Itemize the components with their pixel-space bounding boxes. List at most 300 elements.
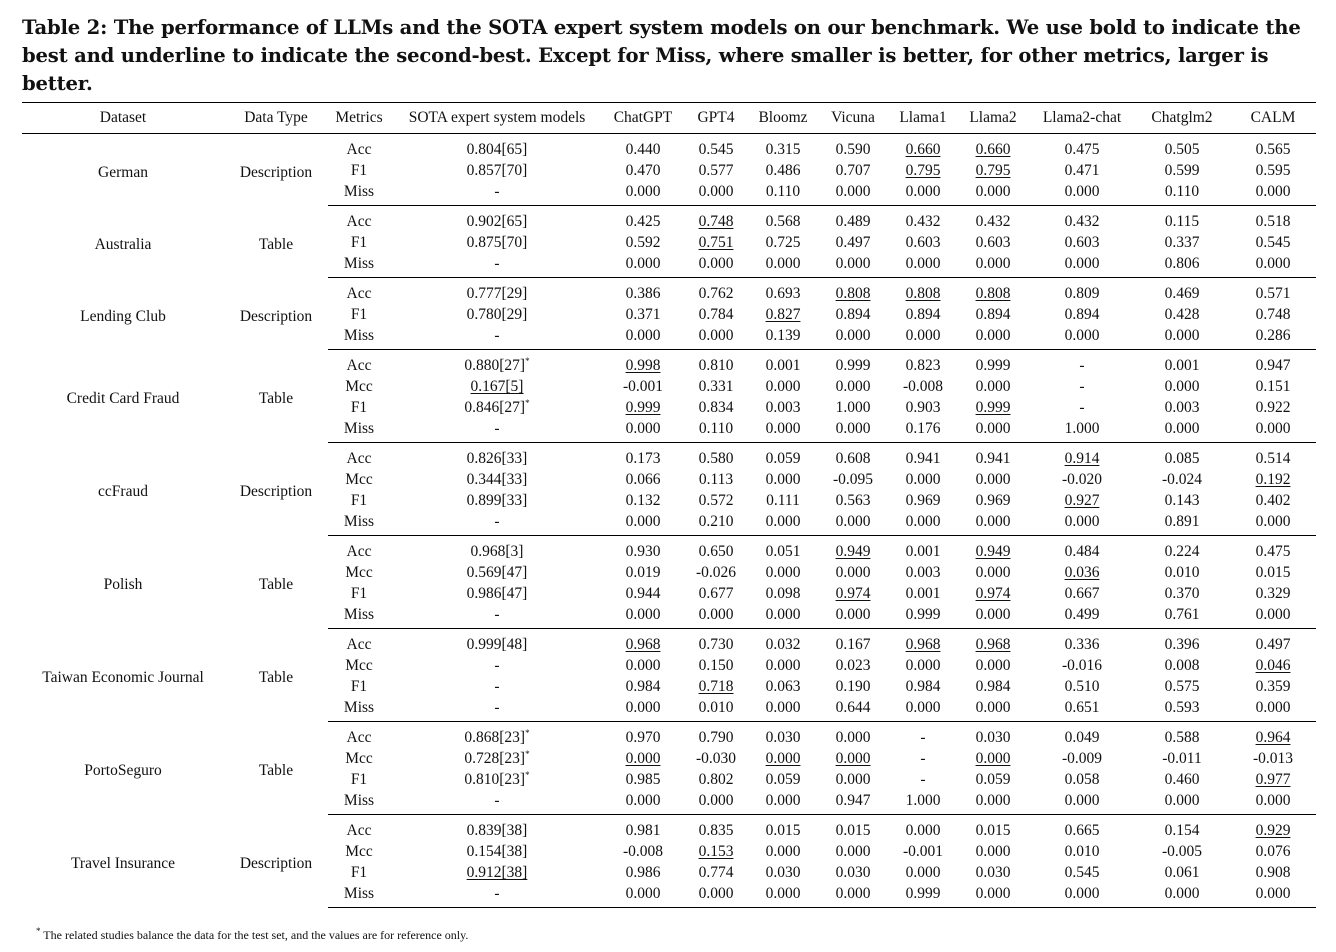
metric-value-text: 0.802 (698, 771, 734, 788)
metric-value-text: 0.806 (1164, 255, 1200, 272)
metric-value (816, 134, 890, 161)
metric-value (890, 562, 956, 583)
sota-value-text: 0.846[27] (464, 399, 526, 416)
metric-value-text: 0.003 (905, 564, 941, 581)
dataset-group (22, 134, 1316, 206)
metric-value-text: 0.000 (765, 471, 801, 488)
dataset-group (22, 443, 1316, 536)
metric-value-text: 0.914 (1064, 450, 1100, 467)
metric-value (1134, 722, 1230, 749)
sota-value-text: 0.154[38] (466, 843, 528, 860)
metric-value-text: 0.015 (1255, 564, 1291, 581)
sota-value (390, 562, 604, 583)
data-type: Table (258, 762, 294, 779)
metric-value-text: 0.000 (1164, 327, 1200, 344)
sota-value (390, 418, 604, 443)
metric-value-text: 0.066 (625, 471, 661, 488)
metric-value-text: 0.460 (1164, 771, 1200, 788)
metric-value (1030, 769, 1134, 790)
metric-value (1230, 304, 1316, 325)
metric-value-text: 0.790 (698, 729, 734, 746)
metric-value-text: 0.930 (625, 543, 661, 560)
metric-value-text: 0.908 (1255, 864, 1291, 881)
metric-value (1230, 232, 1316, 253)
metric-value (1230, 376, 1316, 397)
metric-value-text: -0.005 (1161, 843, 1203, 860)
metric-value-text: 0.665 (1064, 822, 1100, 839)
metric-value (604, 418, 682, 443)
metric-value (750, 490, 816, 511)
metric-value (1030, 583, 1134, 604)
sota-value (390, 253, 604, 278)
column-header: Dataset (22, 103, 224, 134)
metric-value (750, 376, 816, 397)
metric-value-text: 0.000 (1255, 255, 1291, 272)
metric-value-text: 0.470 (625, 162, 661, 179)
metric-value (604, 748, 682, 769)
metric-value (750, 206, 816, 233)
metric-value (604, 655, 682, 676)
metric-value (1230, 536, 1316, 563)
metric-value (890, 583, 956, 604)
metric-value-text: 0.000 (625, 657, 661, 674)
metric-value (750, 232, 816, 253)
data-type: Table (258, 235, 294, 253)
metric-value (1134, 536, 1230, 563)
metric-value-text: 0.608 (835, 450, 871, 467)
metric-value-text: 0.475 (1255, 543, 1291, 560)
metric-value (890, 604, 956, 629)
dataset-name: Taiwan Economic Journal (42, 669, 204, 686)
metric-value-text: 0.000 (698, 327, 734, 344)
metric-value-text: - (1079, 399, 1085, 416)
metric-value (604, 583, 682, 604)
sota-value-text: 0.899[33] (466, 492, 528, 509)
metric-value (750, 253, 816, 278)
metric-value-text: 0.000 (975, 255, 1011, 272)
metric-value-text: 0.402 (1255, 492, 1291, 509)
metric-value (890, 883, 956, 908)
metric-value-text: 0.999 (905, 885, 941, 902)
metric-name: Miss (328, 604, 390, 629)
metric-value (1030, 815, 1134, 842)
header-row (22, 103, 1316, 134)
metric-value-text: 0.154 (1164, 822, 1200, 839)
metric-value (682, 655, 750, 676)
sota-value-text: 0.912[38] (466, 864, 528, 881)
metric-value (750, 604, 816, 629)
metric-value (682, 350, 750, 377)
column-header: CALM (1230, 103, 1316, 134)
metric-value-text: 0.000 (975, 699, 1011, 716)
metric-value-text: 0.000 (625, 885, 661, 902)
metric-value-text: 0.000 (765, 378, 801, 395)
metric-value-text: 0.000 (905, 822, 941, 839)
metric-name: Acc (346, 213, 372, 230)
metric-value-text: 0.210 (698, 513, 734, 530)
metric-value-text: 0.949 (835, 543, 871, 560)
metric-value (1134, 841, 1230, 862)
metric-value (1230, 629, 1316, 656)
benchmark-table (22, 102, 1316, 908)
metric-value-text: 0.015 (765, 822, 801, 839)
sota-value (390, 604, 604, 629)
metric-value-text: 0.999 (835, 357, 871, 374)
metric-value (1230, 469, 1316, 490)
metric-value-text: 0.428 (1164, 306, 1200, 323)
metric-value (750, 583, 816, 604)
metric-value (750, 815, 816, 842)
metric-value-text: 0.748 (1255, 306, 1291, 323)
metric-value (1030, 376, 1134, 397)
metric-value-text: 0.000 (975, 792, 1011, 809)
metric-value (750, 655, 816, 676)
metric-value-text: 0.774 (698, 864, 734, 881)
metric-value (1134, 748, 1230, 769)
metric-name: F1 (350, 162, 368, 179)
metric-value-text: 0.894 (835, 306, 871, 323)
metric-value (1134, 418, 1230, 443)
metric-value-text: 0.432 (1064, 213, 1100, 230)
metric-value-text: 0.486 (765, 162, 801, 179)
metric-value (604, 232, 682, 253)
metric-value-text: 0.650 (698, 543, 734, 560)
metric-value-text: 0.484 (1064, 543, 1100, 560)
table-row (22, 536, 1316, 563)
metric-value (1030, 253, 1134, 278)
metric-value (1134, 397, 1230, 418)
asterisk-mark: * (525, 770, 530, 780)
metric-value (816, 253, 890, 278)
metric-value-text: 0.762 (698, 285, 734, 302)
metric-value (816, 748, 890, 769)
metric-value (682, 160, 750, 181)
metric-value-text: 0.894 (975, 306, 1011, 323)
metric-value (956, 583, 1030, 604)
metric-value-text: 0.835 (698, 822, 734, 839)
metric-value (1134, 629, 1230, 656)
metric-value (604, 376, 682, 397)
sota-value-text: 0.839[38] (466, 822, 528, 839)
sota-value-text: 0.167[5] (470, 378, 524, 395)
metric-value (604, 815, 682, 842)
metric-name: Miss (328, 511, 390, 536)
metric-value (750, 443, 816, 470)
metric-value-text: 0.110 (1164, 183, 1200, 200)
metric-value (816, 490, 890, 511)
sota-value-text: - (494, 513, 500, 530)
metric-value-text: 0.707 (835, 162, 871, 179)
metric-value (890, 397, 956, 418)
metric-value (890, 232, 956, 253)
metric-value (890, 181, 956, 206)
sota-value (390, 490, 604, 511)
metric-value (604, 350, 682, 377)
metric-name: F1 (350, 771, 368, 788)
column-header: Llama2-chat (1030, 103, 1134, 134)
metric-value-text: 0.153 (698, 843, 734, 860)
metric-value (956, 676, 1030, 697)
metric-value-text: 0.941 (905, 450, 941, 467)
metric-value-text: 0.051 (765, 543, 801, 560)
metric-value-text: 0.059 (765, 450, 801, 467)
metric-value-text: 0.151 (1255, 378, 1291, 395)
sota-value (390, 278, 604, 305)
metric-value (750, 134, 816, 161)
metric-value-text: 0.677 (698, 585, 734, 602)
metric-value-text: 0.000 (625, 699, 661, 716)
metric-value-text: 0.974 (975, 585, 1011, 602)
sota-value-text: 0.810[23] (464, 771, 526, 788)
metric-value (1134, 790, 1230, 815)
metric-value-text: 0.000 (905, 183, 941, 200)
metric-value-text: 0.718 (698, 678, 734, 695)
dataset-group (22, 722, 1316, 815)
metric-value-text: -0.011 (1162, 750, 1202, 767)
metric-value-text: 0.000 (1164, 420, 1200, 437)
metric-name: Mcc (345, 843, 373, 860)
metric-value (682, 469, 750, 490)
metric-value-text: 0.823 (905, 357, 941, 374)
column-header: Llama1 (890, 103, 956, 134)
metric-value (1134, 469, 1230, 490)
metric-value-text: 0.370 (1164, 585, 1200, 602)
metric-value-text: 0.110 (698, 420, 734, 437)
metric-value-text: 0.986 (625, 864, 661, 881)
metric-value (816, 629, 890, 656)
asterisk-mark: * (525, 728, 530, 738)
metric-value (816, 304, 890, 325)
metric-value (1134, 181, 1230, 206)
metric-value-text: 0.059 (975, 771, 1011, 788)
metric-value-text: 0.944 (625, 585, 661, 602)
metric-value (604, 134, 682, 161)
metric-value-text: 0.432 (975, 213, 1011, 230)
metric-value-text: 0.000 (905, 864, 941, 881)
metric-value (1230, 397, 1316, 418)
metric-value-text: 0.929 (1255, 822, 1291, 839)
metric-value-text: 0.000 (765, 657, 801, 674)
metric-value-text: 0.059 (765, 771, 801, 788)
metric-value-text: 0.000 (698, 606, 734, 623)
metric-value-text: 0.588 (1164, 729, 1200, 746)
dataset-name: Credit Card Fraud (66, 390, 180, 407)
metric-value-text: 0.667 (1064, 585, 1100, 602)
dataset-name: Lending Club (80, 307, 166, 325)
metric-value (956, 469, 1030, 490)
metric-value-text: 0.010 (1164, 564, 1200, 581)
metric-value-text: 0.660 (905, 141, 941, 158)
metric-value (890, 469, 956, 490)
metric-value (604, 604, 682, 629)
metric-value-text: 0.000 (835, 513, 871, 530)
metric-value-text: 0.176 (905, 420, 941, 437)
metric-value-text: 0.000 (975, 885, 1011, 902)
sota-value-text: 0.728[23] (464, 750, 526, 767)
metric-value (956, 841, 1030, 862)
metric-value (890, 676, 956, 697)
metric-value-text: 0.337 (1164, 234, 1200, 251)
metric-value (750, 304, 816, 325)
data-type: Description (239, 483, 313, 500)
metric-value-text: -0.001 (622, 378, 664, 395)
metric-value (604, 278, 682, 305)
dataset-name: PortoSeguro (84, 762, 162, 779)
sota-value-text: 0.857[70] (466, 162, 528, 179)
metric-value (1030, 862, 1134, 883)
metric-name: F1 (350, 399, 368, 416)
metric-value (1230, 443, 1316, 470)
dataset-group (22, 206, 1316, 278)
metric-value-text: 0.000 (975, 564, 1011, 581)
metric-value-text: 0.572 (698, 492, 734, 509)
metric-value-text: - (1079, 378, 1085, 395)
metric-value (1030, 160, 1134, 181)
metric-value-text: 0.000 (1064, 327, 1100, 344)
metric-value-text: 0.010 (1064, 843, 1100, 860)
metric-value-text: 0.644 (835, 699, 871, 716)
metric-value-text: 0.000 (975, 471, 1011, 488)
metric-name: Miss (328, 697, 390, 722)
metric-name: Acc (346, 636, 372, 653)
metric-value-text: 0.000 (1164, 885, 1200, 902)
metric-value-text: 0.000 (765, 885, 801, 902)
metric-value (890, 490, 956, 511)
metric-value (750, 536, 816, 563)
sota-value-text: 0.902[65] (466, 213, 528, 230)
metric-value (682, 181, 750, 206)
metric-value (682, 790, 750, 815)
metric-value (956, 397, 1030, 418)
metric-value-text: 0.545 (1064, 864, 1100, 881)
metric-value-text: 0.977 (1255, 771, 1291, 788)
metric-value-text: 0.008 (1164, 657, 1200, 674)
metric-value-text: 0.809 (1064, 285, 1100, 302)
metric-value (1134, 676, 1230, 697)
metric-value (750, 790, 816, 815)
metric-value-text: 0.000 (975, 606, 1011, 623)
metric-value (1030, 604, 1134, 629)
metric-value (750, 676, 816, 697)
metric-value (682, 278, 750, 305)
metric-value-text: 0.000 (1064, 885, 1100, 902)
metric-value-text: 0.371 (625, 306, 661, 323)
metric-value (1230, 862, 1316, 883)
metric-value (816, 562, 890, 583)
metric-value-text: 0.000 (1064, 255, 1100, 272)
sota-value-text: 0.868[23] (464, 729, 526, 746)
metric-value (682, 253, 750, 278)
sota-value (390, 722, 604, 749)
metric-value-text: 0.192 (1255, 471, 1291, 488)
metric-value-text: 0.571 (1255, 285, 1291, 302)
metric-value-text: 0.000 (765, 564, 801, 581)
metric-value (1134, 278, 1230, 305)
metric-value-text: -0.095 (832, 471, 874, 488)
metric-value (750, 350, 816, 377)
metric-value-text: 1.000 (835, 399, 871, 416)
metric-value-text: 0.000 (905, 327, 941, 344)
metric-value (816, 536, 890, 563)
metric-value (750, 418, 816, 443)
metric-value-text: 0.891 (1164, 513, 1200, 530)
metric-value (682, 769, 750, 790)
sota-value (390, 655, 604, 676)
metric-value (956, 350, 1030, 377)
metric-value-text: 0.110 (765, 183, 801, 200)
metric-value (682, 511, 750, 536)
metric-value (1134, 562, 1230, 583)
sota-value-text: 0.968[3] (470, 543, 524, 560)
metric-value-text: 0.595 (1255, 162, 1291, 179)
sota-value-text: - (494, 885, 500, 902)
metric-value (1030, 304, 1134, 325)
sota-value (390, 790, 604, 815)
metric-value (682, 815, 750, 842)
metric-value-text: 0.000 (835, 750, 871, 767)
sota-value (390, 536, 604, 563)
metric-value-text: 0.510 (1064, 678, 1100, 695)
metric-value-text: 0.000 (1255, 606, 1291, 623)
sota-value (390, 862, 604, 883)
metric-name: Acc (346, 822, 372, 839)
metric-value (956, 536, 1030, 563)
metric-value-text: -0.026 (695, 564, 737, 581)
metric-value-text: 0.000 (625, 420, 661, 437)
metric-value (682, 629, 750, 656)
metric-value-text: 0.499 (1064, 606, 1100, 623)
metric-value (956, 160, 1030, 181)
metric-value (750, 181, 816, 206)
metric-value (1134, 883, 1230, 908)
metric-value-text: 0.651 (1064, 699, 1100, 716)
metric-value (1134, 304, 1230, 325)
metric-value (956, 278, 1030, 305)
metric-value-text: 0.475 (1064, 141, 1100, 158)
sota-value-text: 0.569[47] (466, 564, 528, 581)
metric-value-text: 0.894 (905, 306, 941, 323)
metric-value (1030, 697, 1134, 722)
metric-value (816, 278, 890, 305)
metric-value (890, 655, 956, 676)
metric-value-text: 0.748 (698, 213, 734, 230)
metric-name: Miss (328, 883, 390, 908)
data-type: Description (239, 307, 313, 325)
metric-value-text: 1.000 (1064, 420, 1100, 437)
metric-value (1230, 841, 1316, 862)
metric-value (1134, 160, 1230, 181)
metric-value (1230, 181, 1316, 206)
metric-name: Miss (328, 325, 390, 350)
metric-value (890, 815, 956, 842)
metric-value-text: 0.000 (1064, 792, 1100, 809)
metric-value-text: 0.949 (975, 543, 1011, 560)
metric-value (956, 134, 1030, 161)
metric-value (1030, 536, 1134, 563)
metric-value (1030, 883, 1134, 908)
metric-value (890, 278, 956, 305)
metric-value-text: 0.173 (625, 450, 661, 467)
metric-value (816, 769, 890, 790)
metric-value (956, 325, 1030, 350)
data-type: Table (258, 576, 294, 593)
metric-value-text: 0.575 (1164, 678, 1200, 695)
metric-value-text: 0.440 (625, 141, 661, 158)
metric-value (890, 769, 956, 790)
metric-value-text: 0.000 (765, 750, 801, 767)
metric-value (1230, 883, 1316, 908)
metric-value-text: - (920, 771, 926, 788)
